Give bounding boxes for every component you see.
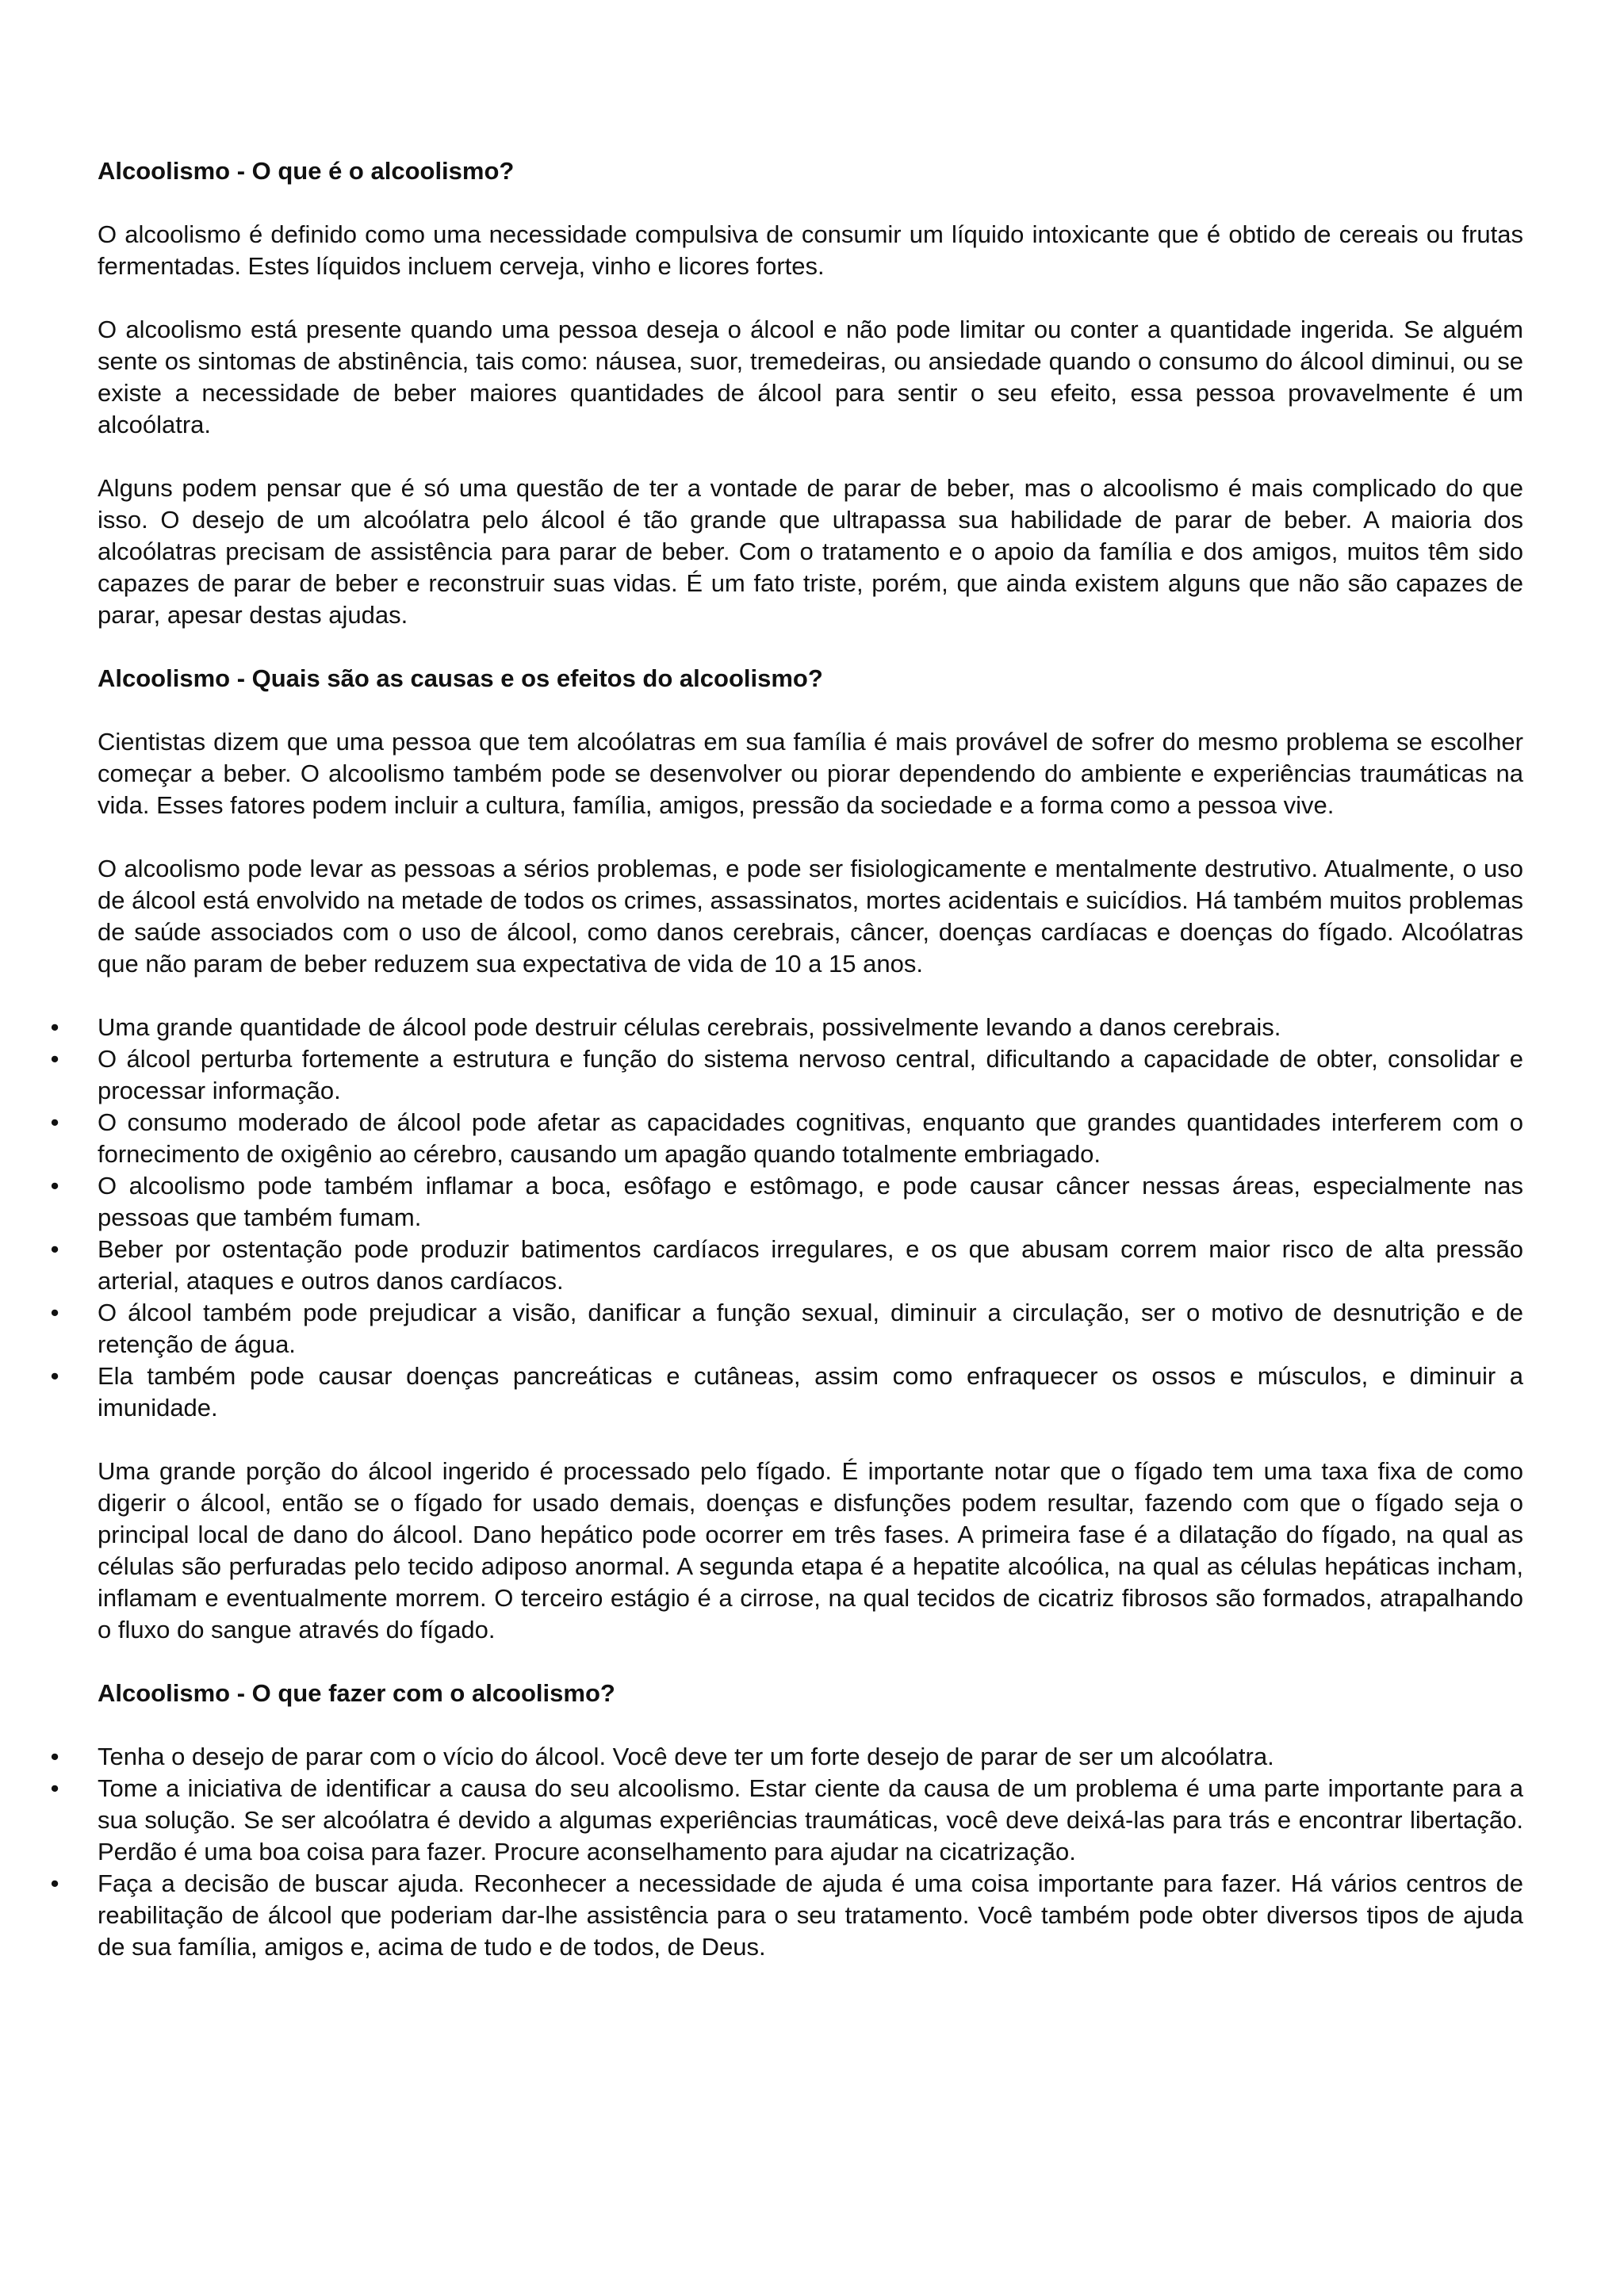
- bullet-icon: •: [50, 1108, 59, 1136]
- bullet-icon: •: [50, 1235, 59, 1263]
- bullet-item: [50, 1297, 1523, 1360]
- bullet-text: Beber por ostentação pode produzir batimentos cardíacos irregulares, e os que abusam correm maior risco de alta pressão arterial, ataques e outros danos cardíacos.: [98, 1235, 1523, 1295]
- bullet-item: [50, 1170, 1523, 1234]
- paragraph: O alcoolismo pode levar as pessoas a sérios problemas, e pode ser fisiologicamente e mentalmente destrutivo. Atualmente, o uso de álcool está envolvido na metade de todos os crimes, assassinatos, mortes acidentais e suicídios. Há também muitos problemas de saúde associados com o uso de álcool, como danos cerebrais, câncer, doenças cardíacas e doenças do fígado. Alcoólatras que não param de beber reduzem sua expectativa de vida de 10 a 15 anos.: [98, 855, 1523, 978]
- section-heading-what-is: Alcoolismo - O que é o alcoolismo?: [98, 157, 515, 185]
- document-page: [50, 155, 1523, 1995]
- bullet-icon: •: [50, 1774, 59, 1802]
- paragraph: Uma grande porção do álcool ingerido é processado pelo fígado. É importante notar que o fígado tem uma taxa fixa de como digerir o álcool, então se o fígado for usado demais, doenças e disfunções podem resultar, fazendo com que o fígado seja o principal local de dano do álcool. Dano hepático pode ocorrer em três fases. A primeira fase é a dilatação do fígado, na qual as células são perfuradas pelo tecido adiposo anormal. A segunda etapa é a hepatite alcoólica, na qual as células hepáticas incham, inflamam e eventualmente morrem. O terceiro estágio é a cirrose, na qual tecidos de cicatriz fibrosos são formados, atrapalhando o fluxo do sangue através do fígado.: [98, 1457, 1523, 1644]
- bullet-item: [50, 1741, 1523, 1773]
- paragraph: Cientistas dizem que uma pessoa que tem alcoólatras em sua família é mais provável de sofrer do mesmo problema se escolher começar a beber. O alcoolismo também pode se desenvolver ou piorar dependendo do ambiente e experiências traumáticas na vida. Esses fatores podem incluir a cultura, família, amigos, pressão da sociedade e a forma como a pessoa vive.: [98, 728, 1523, 819]
- bullet-icon: •: [50, 1869, 59, 1897]
- effects-bullet-list: [50, 1012, 1523, 1424]
- bullet-item: [50, 1234, 1523, 1297]
- paragraph: O alcoolismo é definido como uma necessidade compulsiva de consumir um líquido intoxicante que é obtido de cereais ou frutas fermentadas. Estes líquidos incluem cerveja, vinho e licores fortes.: [98, 220, 1523, 280]
- bullet-item: [50, 1107, 1523, 1170]
- bullet-item: [50, 1773, 1523, 1868]
- bullet-text: O consumo moderado de álcool pode afetar as capacidades cognitivas, enquanto que grandes quantidades interferem com o fornecimento de oxigênio ao cérebro, causando um apagão quando totalmente embriagado.: [98, 1108, 1523, 1168]
- actions-bullet-list: [50, 1741, 1523, 1963]
- bullet-text: O álcool também pode prejudicar a visão, danificar a função sexual, diminuir a circulação, ser o motivo de desnutrição e de retenção de água.: [98, 1299, 1523, 1358]
- paragraph: O alcoolismo está presente quando uma pessoa deseja o álcool e não pode limitar ou conter a quantidade ingerida. Se alguém sente os sintomas de abstinência, tais como: náusea, suor, tremedeiras, ou ansiedade quando o consumo do álcool diminui, ou se existe a necessidade de beber maiores quantidades de álcool para sentir o seu efeito, essa pessoa provavelmente é um alcoólatra.: [98, 316, 1523, 438]
- bullet-item: [50, 1043, 1523, 1107]
- bullet-text: Tenha o desejo de parar com o vício do álcool. Você deve ter um forte desejo de parar de ser um alcoólatra.: [98, 1743, 1274, 1770]
- bullet-text: Faça a decisão de buscar ajuda. Reconhecer a necessidade de ajuda é uma coisa importante para fazer. Há vários centros de reabilitação de álcool que poderiam dar-lhe assistência para o seu tratamento. Você também pode obter diversos tipos de ajuda de sua família, amigos e, acima de tudo e de todos, de Deus.: [98, 1869, 1523, 1961]
- bullet-text: Tome a iniciativa de identificar a causa do seu alcoolismo. Estar ciente da causa de um problema é uma parte importante para a sua solução. Se ser alcoólatra é devido a algumas experiências traumáticas, você deve deixá-las para trás e encontrar libertação. Perdão é uma boa coisa para fazer. Procure aconselhamento para ajudar na cicatrização.: [98, 1774, 1523, 1866]
- bullet-icon: •: [50, 1362, 59, 1390]
- bullet-item: [50, 1868, 1523, 1963]
- bullet-text: Ela também pode causar doenças pancreáticas e cutâneas, assim como enfraquecer os ossos e músculos, e diminuir a imunidade.: [98, 1362, 1523, 1422]
- bullet-icon: •: [50, 1045, 59, 1073]
- section-heading-causes-effects: Alcoolismo - Quais são as causas e os efeitos do alcoolismo?: [98, 664, 823, 692]
- bullet-item: [50, 1360, 1523, 1424]
- bullet-text: O alcoolismo pode também inflamar a boca, esôfago e estômago, e pode causar câncer nessas áreas, especialmente nas pessoas que também fumam.: [98, 1172, 1523, 1231]
- bullet-text: Uma grande quantidade de álcool pode destruir células cerebrais, possivelmente levando a danos cerebrais.: [98, 1013, 1281, 1041]
- bullet-icon: •: [50, 1743, 59, 1770]
- bullet-icon: •: [50, 1013, 59, 1041]
- section-heading-what-to-do: Alcoolismo - O que fazer com o alcoolismo?: [98, 1679, 615, 1707]
- bullet-item: [50, 1012, 1523, 1043]
- bullet-icon: •: [50, 1172, 59, 1200]
- paragraph: Alguns podem pensar que é só uma questão de ter a vontade de parar de beber, mas o alcoolismo é mais complicado do que isso. O desejo de um alcoólatra pelo álcool é tão grande que ultrapassa sua habilidade de parar de beber. A maioria dos alcoólatras precisam de assistência para parar de beber. Com o tratamento e o apoio da família e dos amigos, muitos têm sido capazes de parar de beber e reconstruir suas vidas. É um fato triste, porém, que ainda existem alguns que não são capazes de parar, apesar destas ajudas.: [98, 474, 1523, 629]
- bullet-text: O álcool perturba fortemente a estrutura e função do sistema nervoso central, dificultando a capacidade de obter, consolidar e processar informação.: [98, 1045, 1523, 1104]
- bullet-icon: •: [50, 1299, 59, 1326]
